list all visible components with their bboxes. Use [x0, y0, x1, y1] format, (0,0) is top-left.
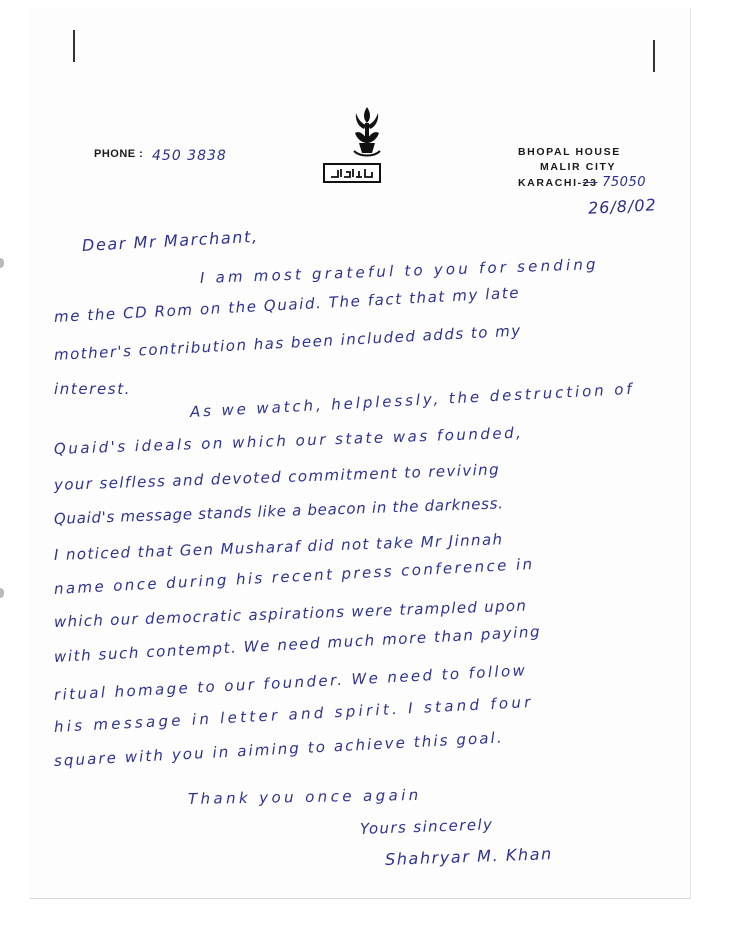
punch-mark-left — [73, 30, 75, 62]
letterhead-address — [518, 145, 646, 191]
handwritten-postal-code: 75050 — [602, 175, 646, 190]
body-line: Quaid's message stands like a beacon in the darkness. — [53, 494, 504, 528]
body-line: I am most grateful to you for sending — [199, 255, 600, 287]
body-line: interest. — [54, 380, 132, 398]
punch-mark-right — [653, 40, 655, 72]
body-line: which our democratic aspirations were trampled upon — [53, 596, 528, 631]
letter-date: 26/8/02 — [587, 195, 658, 218]
phone-label: PHONE : — [94, 148, 144, 160]
binder-hole-top — [0, 258, 4, 268]
signature: Shahryar M. Khan — [384, 844, 554, 869]
body-line: his message in letter and spirit. I stand four — [53, 692, 535, 736]
body-line: I noticed that Gen Musharaf did not take Mr Jinnah — [53, 530, 504, 564]
address-city: KARACHI- — [518, 177, 583, 189]
body-line: square with you in aiming to achieve this goal. — [53, 728, 505, 770]
body-line: mother's contribution has been included adds to my — [53, 321, 523, 364]
body-line: Thank you once again — [187, 785, 422, 808]
body-line: with such contempt. We need much more than paying — [53, 622, 542, 666]
body-line: me the CD Rom on the Quaid. The fact that my late — [53, 283, 521, 326]
salutation: Dear Mr Marchant, — [81, 226, 259, 255]
phone-number: 450 3838 — [152, 148, 227, 164]
body-line: your selfless and devoted commitment to reviving — [53, 460, 501, 494]
seal-icon — [323, 163, 381, 183]
address-line-1: BHOPAL HOUSE — [518, 146, 621, 158]
body-line: As we watch, helplessly, the destruction of — [189, 379, 635, 421]
body-line: Quaid's ideals on which our state was founded, — [53, 423, 524, 458]
closing: Yours sincerely — [359, 815, 494, 838]
body-line: ritual homage to our founder. We need to follow — [53, 661, 528, 704]
address-line-2: MALIR CITY — [540, 161, 617, 173]
binder-hole-bottom — [0, 588, 4, 598]
body-line: name once during his recent press conference in — [53, 554, 535, 598]
crest-icon — [350, 105, 384, 161]
struck-postal-code: 23 — [582, 177, 598, 189]
